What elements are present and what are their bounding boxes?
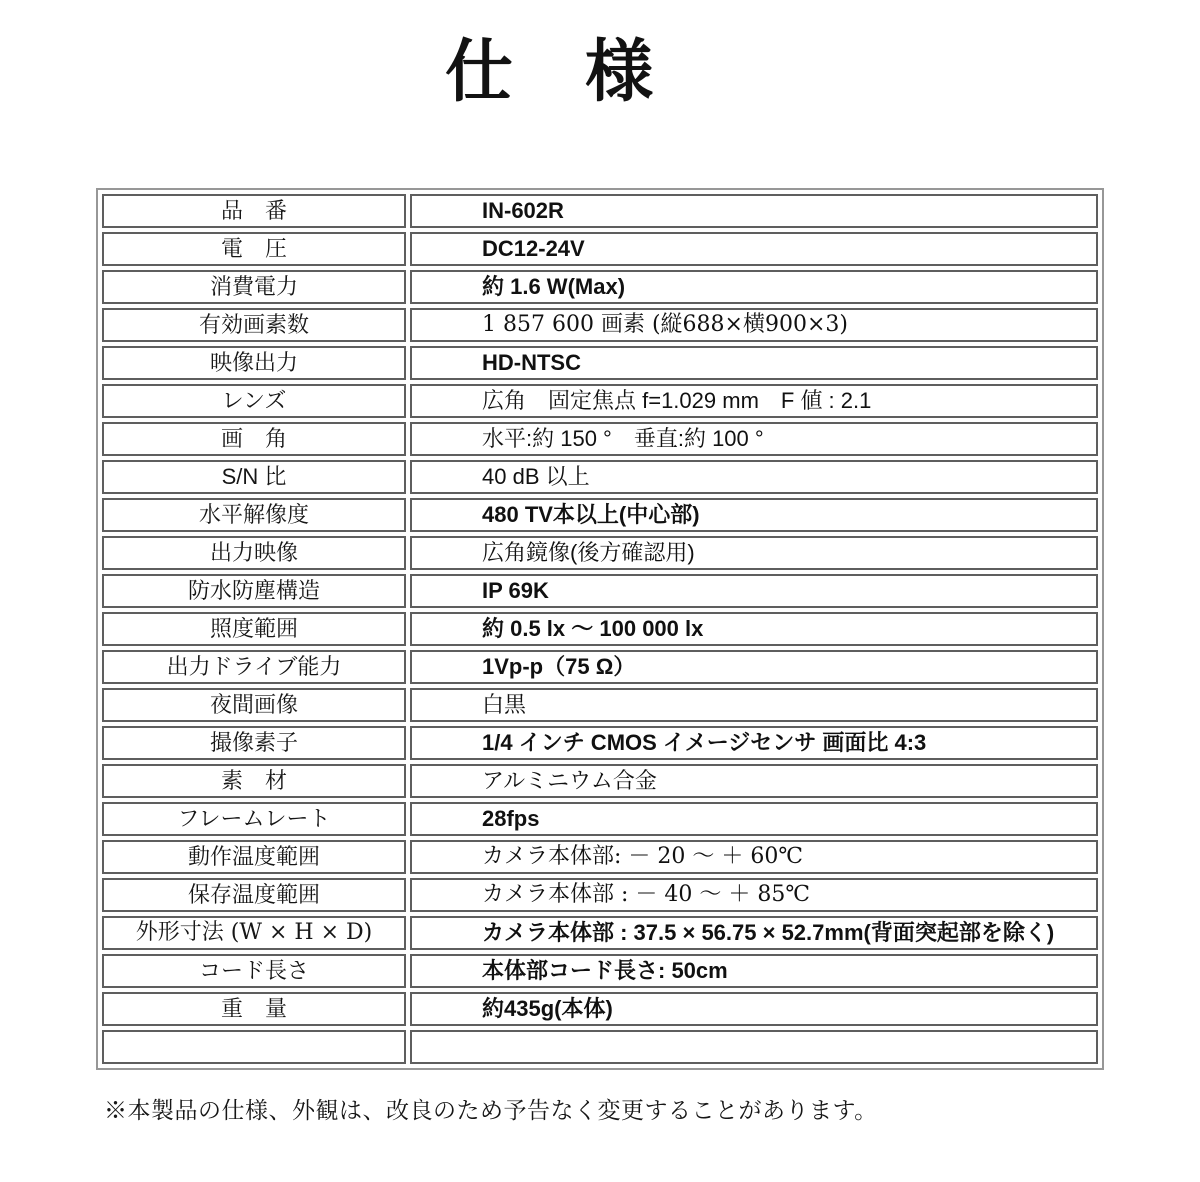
spec-row — [102, 764, 1098, 798]
spec-value-cell: カメラ本体部 : － 40 ～ ＋ 85℃ — [410, 878, 1098, 912]
spec-row — [102, 688, 1098, 722]
spec-table-body — [102, 194, 1098, 1064]
spec-label-cell: 水平解像度 — [102, 498, 406, 532]
spec-value-cell: 28fps — [410, 802, 1098, 836]
spec-row — [102, 726, 1098, 760]
spec-value-cell: アルミニウム合金 — [410, 764, 1098, 798]
spec-label-cell: コード長さ — [102, 954, 406, 988]
spec-label-cell: 有効画素数 — [102, 308, 406, 342]
spec-label-cell: 素 材 — [102, 764, 406, 798]
spec-value-cell: 約 0.5 lx ～ 100 000 lx — [410, 612, 1098, 646]
spec-row — [102, 384, 1098, 418]
spec-label-cell: 防水防塵構造 — [102, 574, 406, 608]
spec-sheet-page — [0, 28, 1200, 1182]
spec-row — [102, 536, 1098, 570]
spec-row — [102, 916, 1098, 950]
spec-value-cell: 約435g(本体) — [410, 992, 1098, 1026]
spec-value-cell: IP 69K — [410, 574, 1098, 608]
spec-label-cell: 品 番 — [102, 194, 406, 228]
spec-value-cell: 480 TV本以上(中心部) — [410, 498, 1098, 532]
spec-label-cell: 映像出力 — [102, 346, 406, 380]
spec-value-cell: 1/4 インチ CMOS イメージセンサ 画面比 4:3 — [410, 726, 1098, 760]
page-title: 仕 様 — [444, 32, 655, 112]
spec-value-cell — [410, 1030, 1098, 1064]
spec-value-cell: DC12-24V — [410, 232, 1098, 266]
spec-row — [102, 954, 1098, 988]
spec-value-cell: 白黒 — [410, 688, 1098, 722]
spec-label-cell: 消費電力 — [102, 270, 406, 304]
spec-label-cell: フレームレート — [102, 802, 406, 836]
spec-label-cell: 照度範囲 — [102, 612, 406, 646]
spec-value-cell: 水平:約 150 ° 垂直:約 100 ° — [410, 422, 1098, 456]
spec-label-cell: 動作温度範囲 — [102, 840, 406, 874]
spec-value-cell: 本体部コード長さ: 50cm — [410, 954, 1098, 988]
spec-label-cell: 外形寸法 (W × H × D) — [102, 916, 406, 950]
spec-row — [102, 270, 1098, 304]
spec-row — [102, 878, 1098, 912]
spec-label-cell: レンズ — [102, 384, 406, 418]
spec-label-cell: 夜間画像 — [102, 688, 406, 722]
spec-row — [102, 840, 1098, 874]
spec-row — [102, 802, 1098, 836]
spec-value-cell: 広角鏡像(後方確認用) — [410, 536, 1098, 570]
spec-label-cell: 画 角 — [102, 422, 406, 456]
spec-value-cell: 約 1.6 W(Max) — [410, 270, 1098, 304]
spec-label-cell: 出力ドライブ能力 — [102, 650, 406, 684]
spec-value-cell: 1Vp-p（75 Ω） — [410, 650, 1098, 684]
spec-label-cell: 電 圧 — [102, 232, 406, 266]
spec-table — [96, 188, 1104, 1070]
spec-label-cell: 出力映像 — [102, 536, 406, 570]
spec-label-cell: S/N 比 — [102, 460, 406, 494]
footnote: ※本製品の仕様、外観は、改良のため予告なく変更することがあります。 — [104, 1097, 878, 1123]
spec-row — [102, 194, 1098, 228]
spec-label-cell — [102, 1030, 406, 1064]
spec-value-cell: 1 857 600 画素 (縦688×横900×3) — [410, 308, 1098, 342]
spec-value-cell: 40 dB 以上 — [410, 460, 1098, 494]
spec-row — [102, 460, 1098, 494]
spec-value-cell: カメラ本体部 : 37.5 × 56.75 × 52.7mm(背面突起部を除く) — [410, 916, 1098, 950]
spec-value-cell: カメラ本体部: － 20 ～ ＋ 60℃ — [410, 840, 1098, 874]
spec-row — [102, 232, 1098, 266]
spec-row — [102, 346, 1098, 380]
spec-row — [102, 650, 1098, 684]
spec-row — [102, 1030, 1098, 1064]
spec-value-cell: 広角 固定焦点 f=1.029 mm F 値 : 2.1 — [410, 384, 1098, 418]
spec-row — [102, 498, 1098, 532]
spec-row — [102, 612, 1098, 646]
spec-row — [102, 574, 1098, 608]
spec-label-cell: 重 量 — [102, 992, 406, 1026]
spec-value-cell: IN-602R — [410, 194, 1098, 228]
spec-row — [102, 992, 1098, 1026]
spec-row — [102, 308, 1098, 342]
spec-label-cell: 保存温度範囲 — [102, 878, 406, 912]
spec-label-cell: 撮像素子 — [102, 726, 406, 760]
spec-value-cell: HD-NTSC — [410, 346, 1098, 380]
spec-row — [102, 422, 1098, 456]
